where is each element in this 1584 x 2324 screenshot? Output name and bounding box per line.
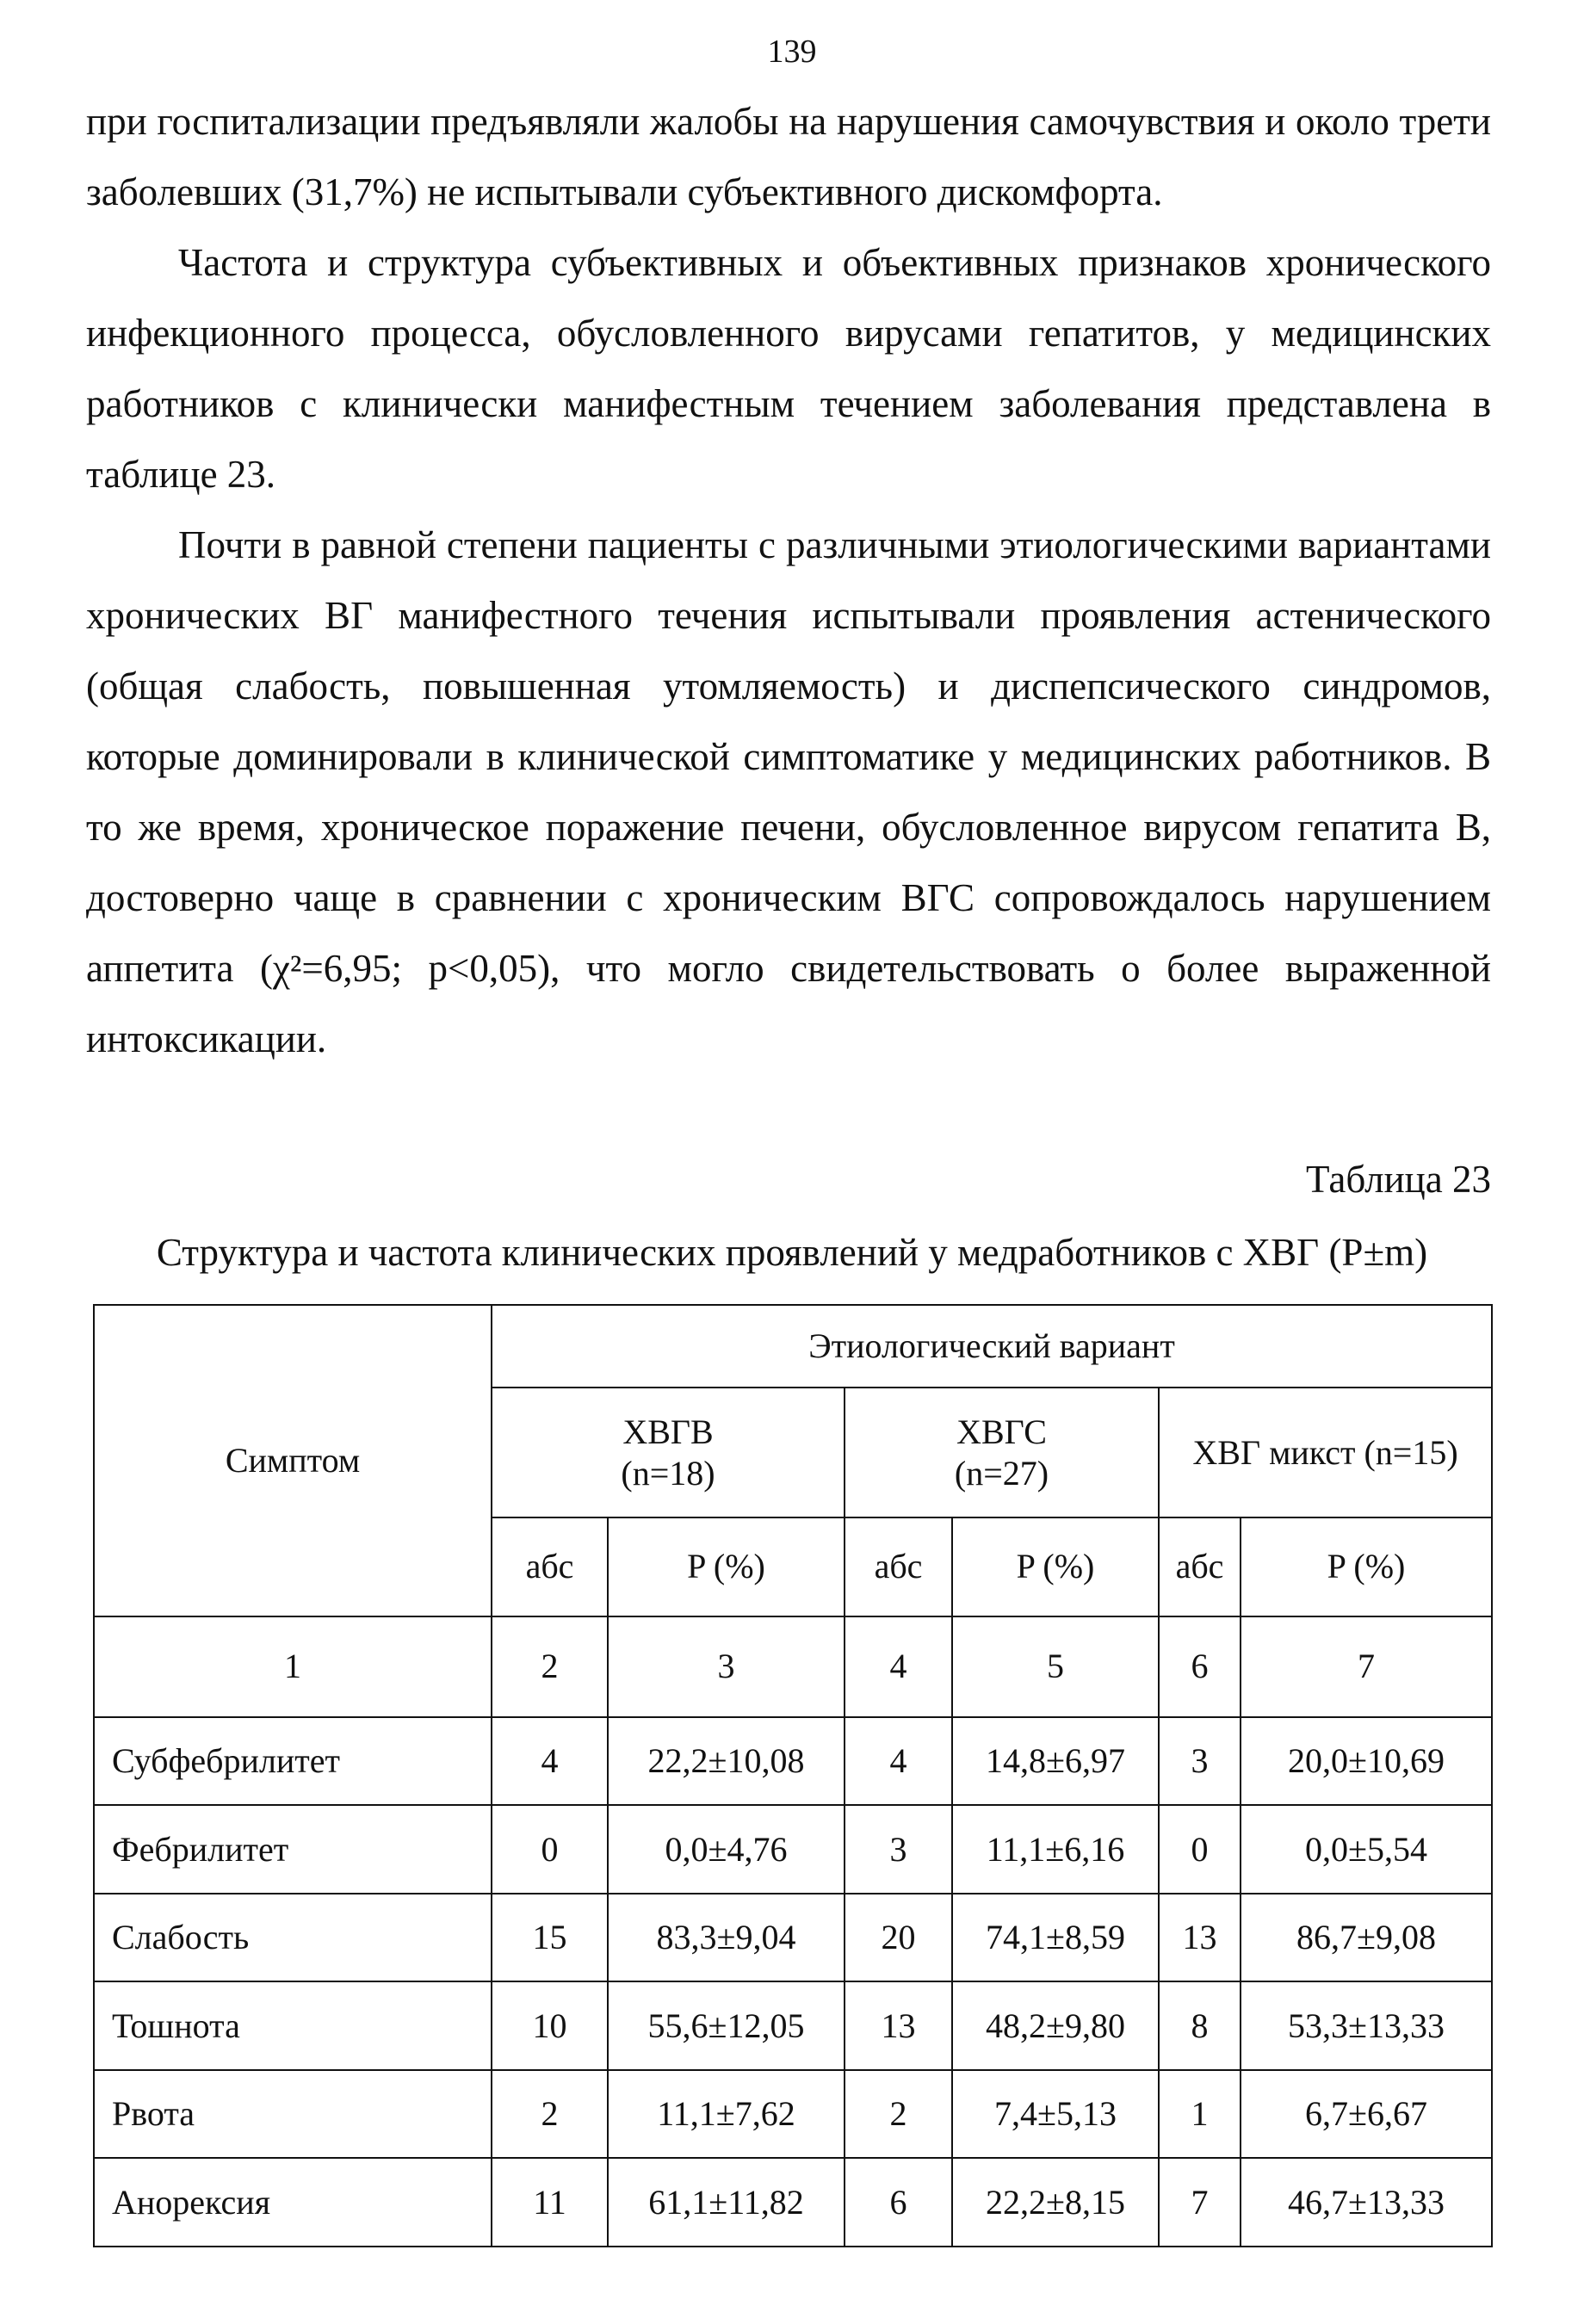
value-cell: 15 bbox=[492, 1894, 608, 1981]
paragraph-1: при госпитализации предъявляли жалобы на нарушения самочувствия и около трети заболевших (31,7%) не испытывали субъективного дискомфорта. bbox=[86, 100, 1491, 213]
value-cell: 55,6±12,05 bbox=[608, 1981, 845, 2069]
value-cell: 48,2±9,80 bbox=[952, 1981, 1159, 2069]
variant-n: (n=27) bbox=[954, 1453, 1049, 1493]
etiology-group-header: Этиологический вариант bbox=[492, 1305, 1492, 1388]
value-cell: 11 bbox=[492, 2158, 608, 2247]
symptoms-table bbox=[93, 1304, 1493, 2247]
value-cell: 46,7±13,33 bbox=[1241, 2158, 1492, 2247]
paragraph-3: Почти в равной степени пациенты с различными этиологическими вариантами хронических ВГ манифестного течения испытывали проявления астенического (общая слабость, повышенная утомляемость) и диспепсического синдромов, которые доминировали в клинической симптоматике у медицинских работников. В то же время, хроническое поражение печени, обусловленное вирусом гепатита В, достоверно чаще в сравнении с хроническим ВГС сопровождалось нарушением аппетита (χ²=6,95; р<0,05), что могло свидетельствовать о более выраженной интоксикации. bbox=[86, 523, 1491, 1060]
value-cell: 4 bbox=[845, 1717, 952, 1805]
column-number: 3 bbox=[608, 1616, 845, 1717]
sub-header-pct: P (%) bbox=[608, 1517, 845, 1616]
variant-header-hvgc bbox=[845, 1388, 1159, 1517]
variant-name: ХВГ микст (n=15) bbox=[1192, 1432, 1458, 1472]
column-number-row bbox=[94, 1616, 1492, 1717]
variant-name: ХВГВ bbox=[622, 1412, 714, 1451]
column-number: 4 bbox=[845, 1616, 952, 1717]
table-row bbox=[94, 2070, 1492, 2158]
table-row bbox=[94, 1894, 1492, 1981]
value-cell: 2 bbox=[492, 2070, 608, 2158]
value-cell: 6 bbox=[845, 2158, 952, 2247]
page-number: 139 bbox=[767, 34, 817, 70]
sub-header-abs: абс bbox=[492, 1517, 608, 1616]
value-cell: 0,0±4,76 bbox=[608, 1805, 845, 1893]
value-cell: 2 bbox=[845, 2070, 952, 2158]
value-cell: 7 bbox=[1159, 2158, 1241, 2247]
value-cell: 1 bbox=[1159, 2070, 1241, 2158]
value-cell: 11,1±7,62 bbox=[608, 2070, 845, 2158]
table-number: Таблица 23 bbox=[1306, 1158, 1491, 1201]
value-cell: 11,1±6,16 bbox=[952, 1805, 1159, 1893]
variant-n: (n=18) bbox=[621, 1453, 715, 1493]
variant-header-hvgb bbox=[492, 1388, 845, 1517]
value-cell: 3 bbox=[845, 1805, 952, 1893]
value-cell: 14,8±6,97 bbox=[952, 1717, 1159, 1805]
value-cell: 22,2±8,15 bbox=[952, 2158, 1159, 2247]
value-cell: 8 bbox=[1159, 1981, 1241, 2069]
value-cell: 0,0±5,54 bbox=[1241, 1805, 1492, 1893]
value-cell: 86,7±9,08 bbox=[1241, 1894, 1492, 1981]
sub-header-pct: P (%) bbox=[952, 1517, 1159, 1616]
table-row bbox=[94, 1981, 1492, 2069]
value-cell: 0 bbox=[1159, 1805, 1241, 1893]
paragraph-2: Частота и структура субъективных и объективных признаков хронического инфекционного процесса, обусловленного вирусами гепатитов, у медицинских работников с клинически манифестным течением заболевания представлена в таблице 23. bbox=[86, 241, 1491, 496]
column-number: 2 bbox=[492, 1616, 608, 1717]
value-cell: 6,7±6,67 bbox=[1241, 2070, 1492, 2158]
symptom-cell: Анорексия bbox=[94, 2158, 492, 2247]
symptom-cell: Рвота bbox=[94, 2070, 492, 2158]
table-caption: Структура и частота клинических проявлений у медработников с ХВГ (P±m) bbox=[156, 1231, 1428, 1274]
symptom-cell: Тошнота bbox=[94, 1981, 492, 2069]
value-cell: 7,4±5,13 bbox=[952, 2070, 1159, 2158]
table-row bbox=[94, 1717, 1492, 1805]
column-number: 6 bbox=[1159, 1616, 1241, 1717]
value-cell: 13 bbox=[845, 1981, 952, 2069]
value-cell: 10 bbox=[492, 1981, 608, 2069]
symptom-cell: Фебрилитет bbox=[94, 1805, 492, 1893]
sub-header-abs: абс bbox=[845, 1517, 952, 1616]
value-cell: 20,0±10,69 bbox=[1241, 1717, 1492, 1805]
value-cell: 61,1±11,82 bbox=[608, 2158, 845, 2247]
table-row bbox=[94, 1805, 1492, 1893]
column-number: 7 bbox=[1241, 1616, 1492, 1717]
sub-header-pct: P (%) bbox=[1241, 1517, 1492, 1616]
table-row bbox=[94, 2158, 1492, 2247]
value-cell: 74,1±8,59 bbox=[952, 1894, 1159, 1981]
column-number: 1 bbox=[94, 1616, 492, 1717]
value-cell: 3 bbox=[1159, 1717, 1241, 1805]
variant-header-mixed bbox=[1159, 1388, 1492, 1517]
symptom-cell: Субфебрилитет bbox=[94, 1717, 492, 1805]
symptom-cell: Слабость bbox=[94, 1894, 492, 1981]
sub-header-abs: абс bbox=[1159, 1517, 1241, 1616]
value-cell: 13 bbox=[1159, 1894, 1241, 1981]
value-cell: 83,3±9,04 bbox=[608, 1894, 845, 1981]
symptom-column-header: Симптом bbox=[94, 1305, 492, 1616]
value-cell: 4 bbox=[492, 1717, 608, 1805]
value-cell: 20 bbox=[845, 1894, 952, 1981]
column-number: 5 bbox=[952, 1616, 1159, 1717]
value-cell: 53,3±13,33 bbox=[1241, 1981, 1492, 2069]
value-cell: 0 bbox=[492, 1805, 608, 1893]
variant-name: ХВГС bbox=[956, 1412, 1047, 1451]
value-cell: 22,2±10,08 bbox=[608, 1717, 845, 1805]
